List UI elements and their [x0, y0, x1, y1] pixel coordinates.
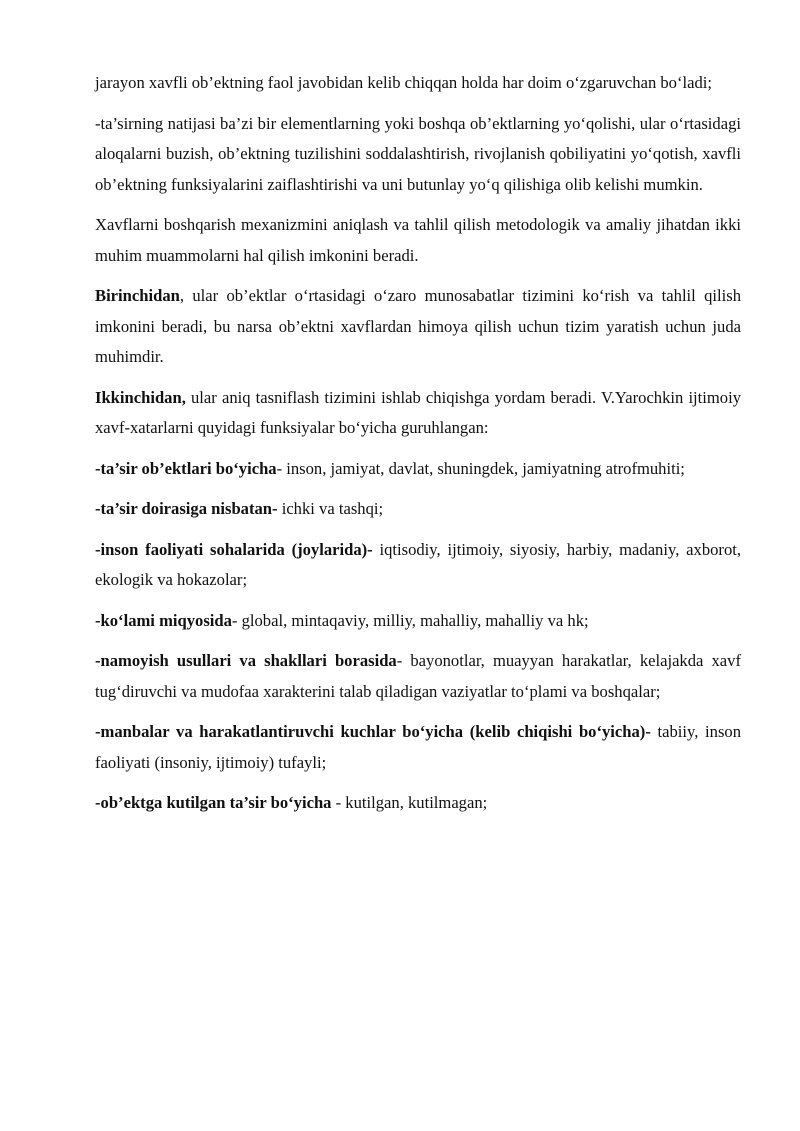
paragraph-1	[95, 68, 741, 99]
paragraph-10	[95, 646, 741, 707]
paragraph-7-bold: -ta’sir doirasiga nisbatan-	[95, 499, 278, 518]
paragraph-9	[95, 606, 741, 637]
paragraph-1-text: jarayon xavfli ob’ektning faol javobidan kelib chiqqan holda har doim o‘zgaruvchan bo‘ladi;	[95, 73, 712, 92]
paragraph-6-bold: -ta’sir ob’ektlari bo‘yicha	[95, 458, 277, 478]
paragraph-11-text: tabiiy, inson faoliyati (insoniy, ijtimoiy) tufayli;	[95, 722, 741, 772]
paragraph-10-bold: -namoyish usullari va shakllari borasida	[95, 651, 397, 670]
paragraph-8-bold: -inson faoliyati sohalarida (joylarida)-	[95, 539, 373, 559]
paragraph-2	[95, 109, 741, 201]
paragraph-3-text: Xavflarni boshqarish mexanizmini aniqlash va tahlil qilish metodologik va amaliy jihatdan ikki muhim muammolarni hal qilish imkonini beradi.	[95, 215, 741, 265]
paragraph-7	[95, 494, 741, 525]
paragraph-10-text: - bayonotlar, muayyan harakatlar, kelajakda xavf tug‘diruvchi va mudofaa xarakterini talab qiladigan vaziyatlar to‘plami va boshqalar;	[95, 651, 741, 701]
paragraph-9-bold: -ko‘lami miqyosida	[95, 610, 232, 630]
paragraph-5-text: ular aniq tasniflash tizimini ishlab chiqishga yordam beradi. V.Yarochkin ijtimoiy xavf-xatarlarni quyidagi funksiyalar bo‘yicha guruhlangan:	[95, 387, 741, 437]
paragraph-4-bold: Birinchidan	[95, 286, 180, 305]
paragraph-7-text: ichki va tashqi;	[277, 499, 384, 518]
paragraph-5	[95, 383, 741, 444]
paragraph-12-bold: -ob’ektga kutilgan ta’sir bo‘yicha	[95, 793, 332, 812]
paragraph-2-text: -ta’sirning natijasi ba’zi bir elementlarning yoki boshqa ob’ektlarning yo‘qolishi, ular o‘rtasidagi aloqalarni buzish, ob’ektning tuzilishini soddalashtirish, rivojlanish qobiliyatini yo‘qotish, xavfli ob’ektning funksiyalarini zaiflashtirishi va uni butunlay yo‘q qilishiga olib kelishi mumkin.	[95, 113, 741, 194]
paragraph-4	[95, 281, 741, 373]
paragraph-6-text: - inson, jamiyat, davlat, shuningdek, jamiyatning atrofmuhiti;	[276, 458, 685, 478]
paragraph-11	[95, 717, 741, 778]
paragraph-4-text: , ular ob’ektlar o‘rtasidagi o‘zaro munosabatlar tizimini ko‘rish va tahlil qilish imkonini beradi, bu narsa ob’ektni xavflardan himoya qilish uchun tizim yaratish uchun juda muhimdir.	[95, 286, 741, 366]
paragraph-8-text: iqtisodiy, ijtimoiy, siyosiy, harbiy, madaniy, axborot, ekologik va hokazolar;	[95, 539, 741, 589]
paragraph-3	[95, 210, 741, 271]
paragraph-9-text: - global, mintaqaviy, milliy, mahalliy, mahalliy va hk;	[231, 610, 589, 630]
paragraph-12	[95, 788, 741, 819]
document-page	[95, 68, 741, 829]
paragraph-11-bold: -manbalar va harakatlantiruvchi kuchlar bo‘yicha (kelib chiqishi bo‘yicha)-	[95, 722, 651, 741]
paragraph-5-bold: Ikkinchidan,	[95, 387, 186, 407]
paragraph-12-text: - kutilgan, kutilmagan;	[331, 793, 488, 812]
paragraph-8	[95, 535, 741, 596]
paragraph-6	[95, 454, 741, 485]
